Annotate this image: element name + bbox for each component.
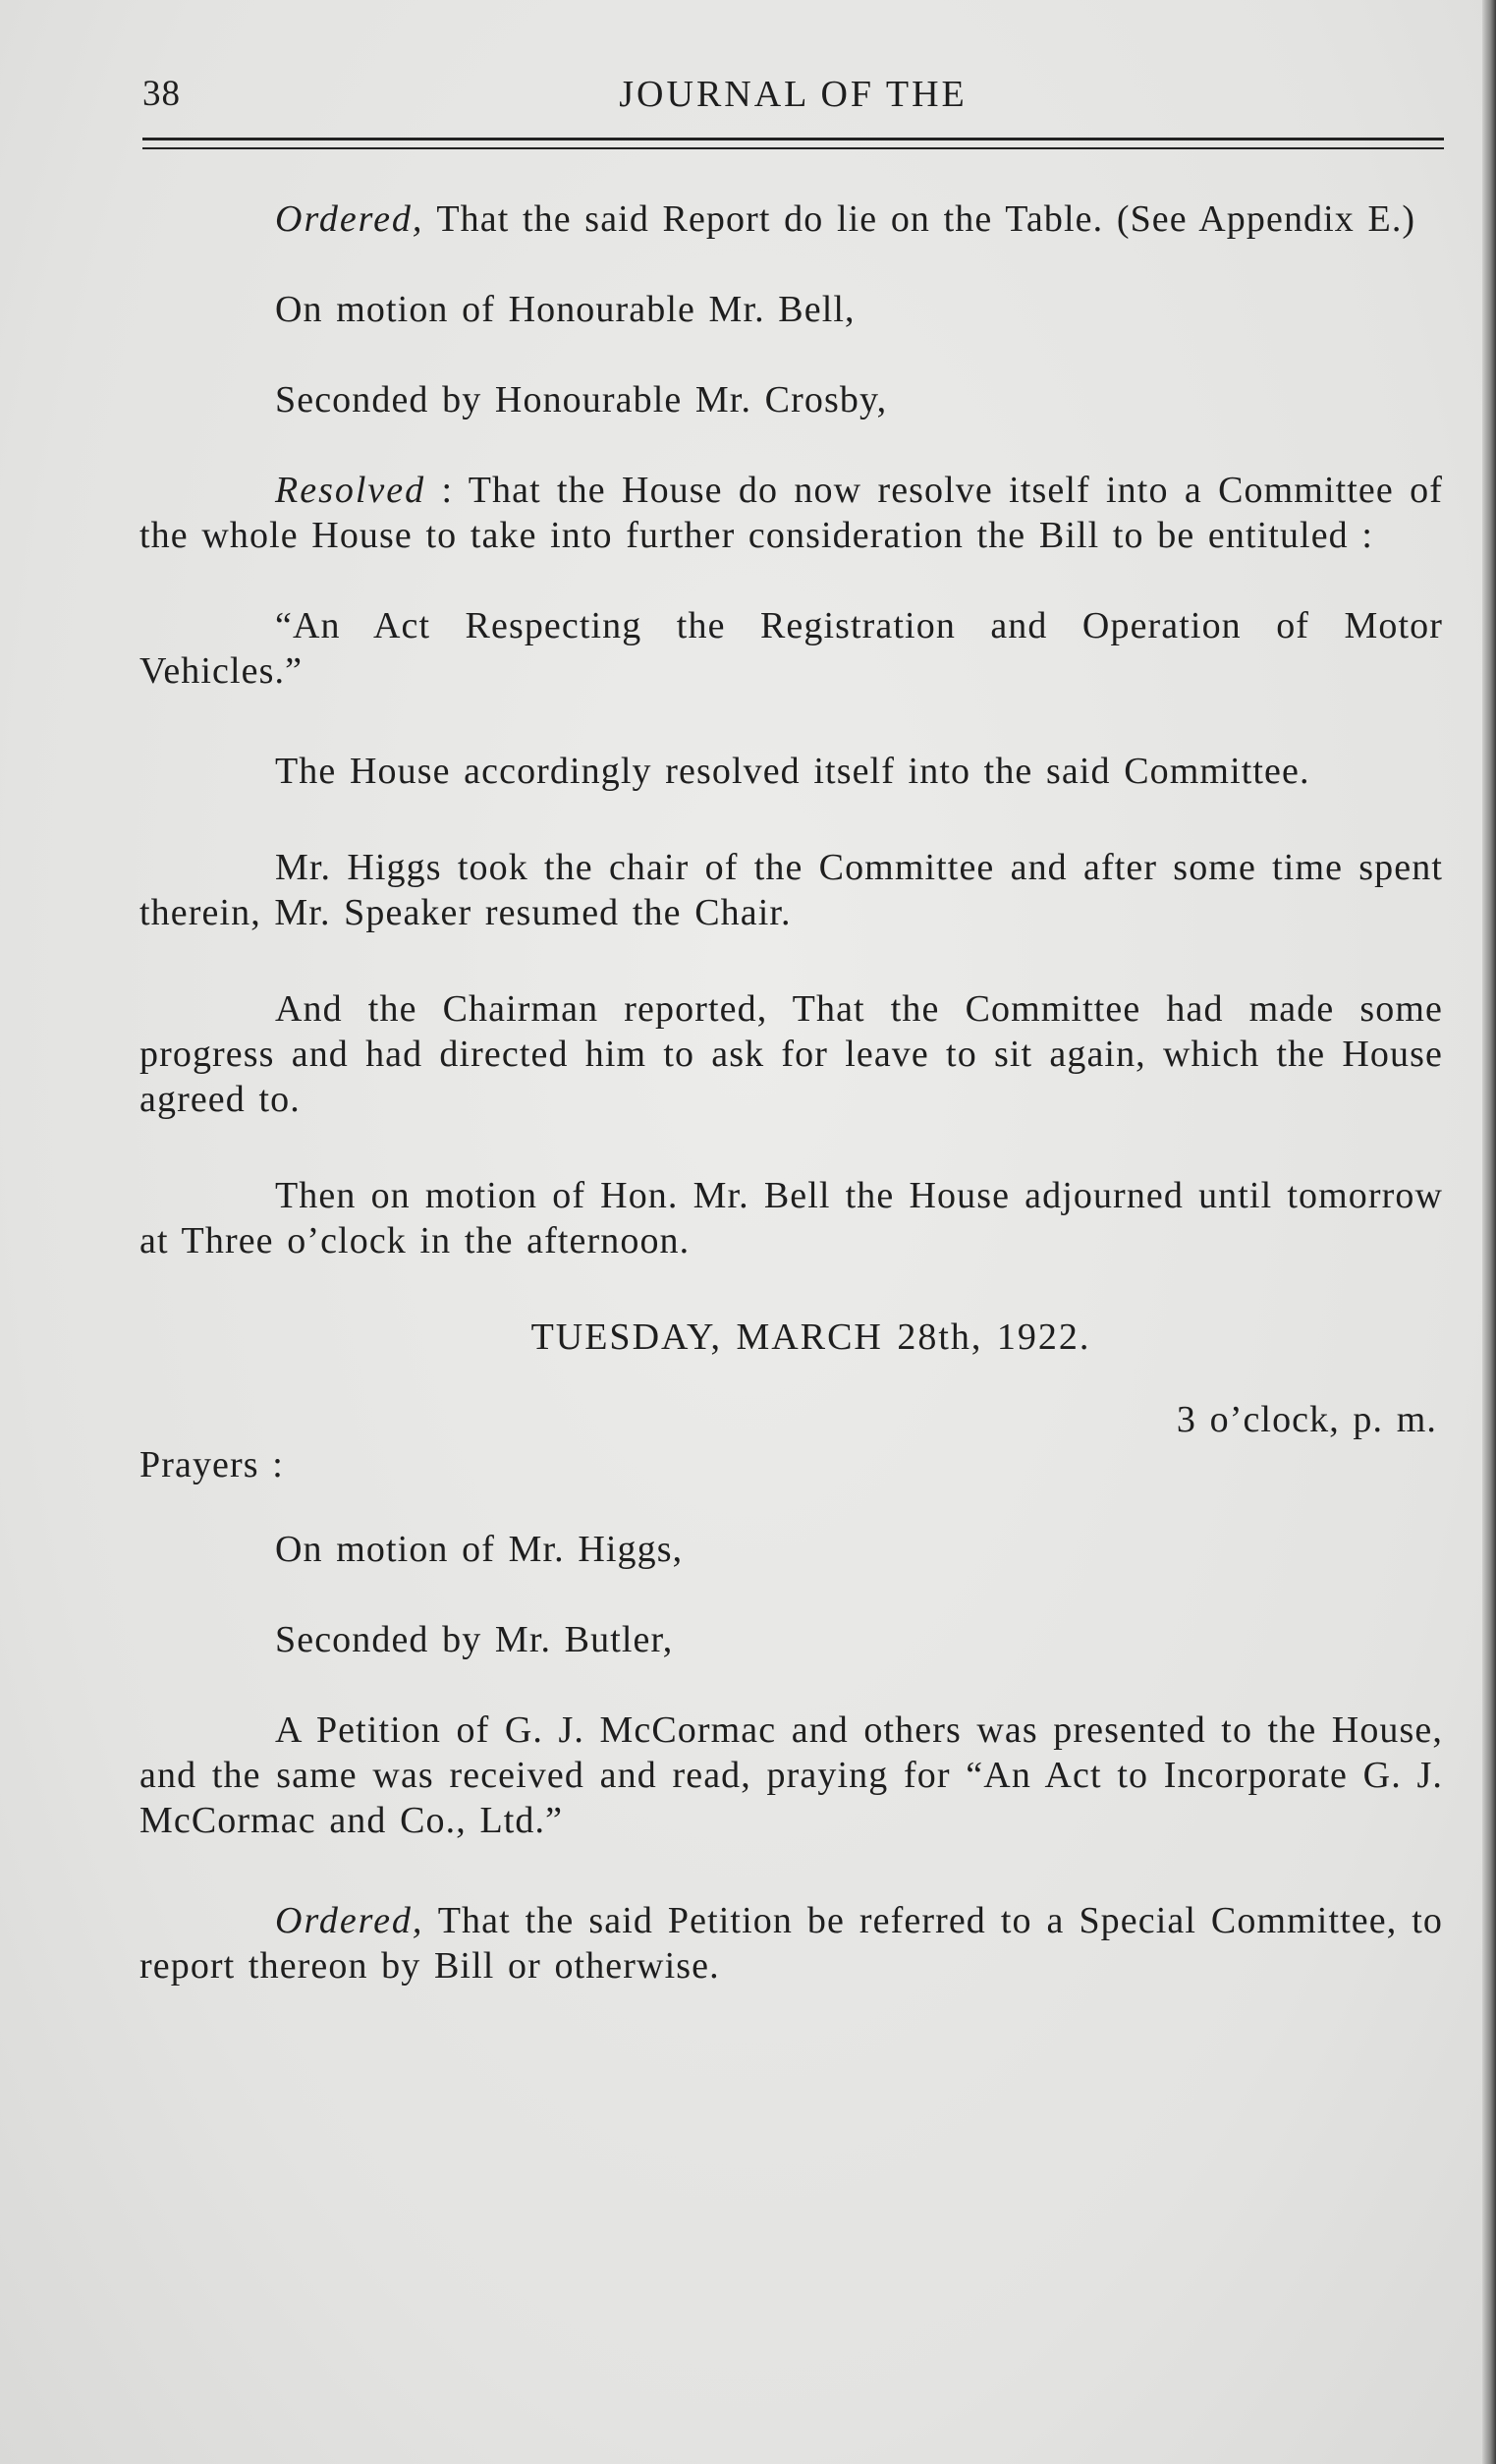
page-edge-shadow (1482, 0, 1496, 2464)
ordered-petition-text: That the said Petition be referred to a Special Committee, to report thereon by Bill or otherwise. (139, 1900, 1443, 1987)
paragraph-act-title: “An Act Respecting the Registration and Operation of Motor Vehicles.” (139, 605, 1443, 692)
paragraph-committee-resolved: The House accordingly resolved itself into the said Committee. (275, 751, 1310, 792)
page-number: 38 (142, 74, 181, 114)
paragraph-ordered-report (139, 196, 1443, 242)
prayers-line: Prayers : (139, 1444, 284, 1485)
sitting-time: 3 o’clock, p. m. (1176, 1399, 1437, 1440)
resolved-text: : That the House do now resolve itself into a Committee of the whole House to take into further consideration the Bill to be entituled : (139, 470, 1443, 556)
ordered-petition-label: Ordered, (275, 1900, 424, 1941)
paragraph-seconded-crosby: Seconded by Honourable Mr. Crosby, (275, 379, 888, 420)
resolved-label: Resolved (275, 470, 426, 511)
paragraph-resolved (139, 468, 1443, 558)
paragraph-seconded-butler: Seconded by Mr. Butler, (275, 1619, 674, 1660)
paragraph-chairman-reported: And the Chairman reported, That the Committee had made some progress and had directed him to ask for leave to sit again, which the House agreed to. (139, 988, 1443, 1120)
journal-body (139, 196, 1443, 2034)
ordered-label: Ordered, (275, 198, 424, 240)
paragraph-ordered-petition (139, 1898, 1443, 1988)
paragraph-motion-higgs: On motion of Mr. Higgs, (275, 1529, 684, 1570)
header-rule-bottom (142, 147, 1444, 149)
sitting-date-heading: TUESDAY, MARCH 28th, 1922. (530, 1316, 1091, 1358)
paragraph-higgs-chair: Mr. Higgs took the chair of the Committee and after some time spent therein, Mr. Speaker resumed the Chair. (139, 847, 1443, 933)
ordered-report-text: That the said Report do lie on the Table. (See Appendix E.) (423, 198, 1416, 240)
header-rule-top (142, 138, 1444, 140)
page-header (142, 73, 1444, 122)
paragraph-adjourned: Then on motion of Hon. Mr. Bell the House adjourned until tomorrow at Three o’clock in the afternoon. (139, 1175, 1443, 1261)
paragraph-motion-bell: On motion of Honourable Mr. Bell, (275, 289, 856, 330)
running-head: JOURNAL OF THE (619, 74, 968, 115)
paragraph-petition: A Petition of G. J. McCormac and others was presented to the House, and the same was received and read, praying for “An Act to Incorporate G. J. McCormac and Co., Ltd.” (139, 1709, 1443, 1841)
